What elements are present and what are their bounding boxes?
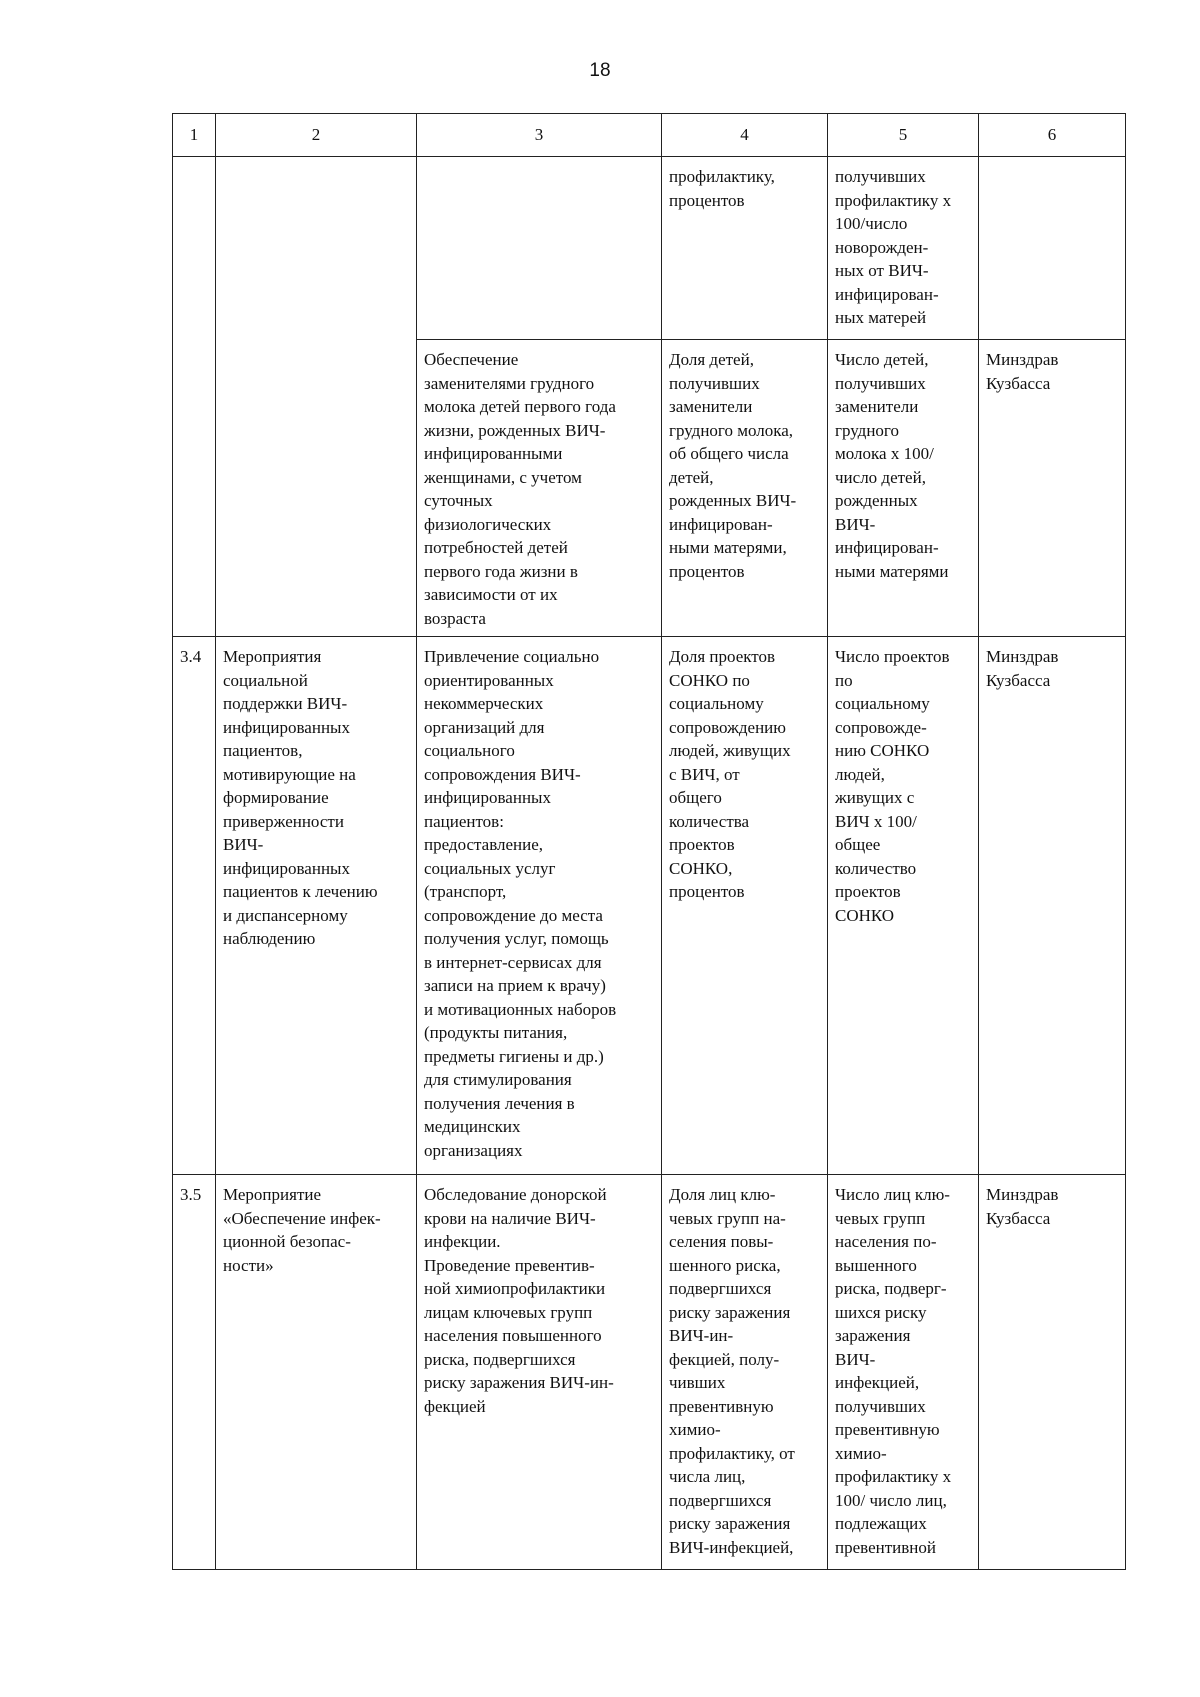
row-number-cell: [173, 157, 216, 637]
executor-cell: [979, 157, 1126, 340]
table-row: [173, 1175, 1126, 1570]
header-cell-5: 5: [828, 114, 979, 157]
program-table: [172, 113, 1126, 1570]
event-cell: [216, 157, 417, 637]
table-row: [173, 157, 1126, 340]
header-row: [173, 114, 1126, 157]
event-cell: Мероприятия социальной поддержки ВИЧ- инфицированных пациентов, мотивирующие на формирование приверженности ВИЧ- инфицированных пациентов к лечению и диспансерному наблюдению: [216, 637, 417, 1175]
formula-cell: Число детей, получивших заменители грудного молока х 100/ число детей, рожденных ВИЧ- инфицирован- ными матерями: [828, 340, 979, 637]
formula-cell: Число проектов по социальному сопровожде- нию СОНКО людей, живущих с ВИЧ х 100/ общее количество проектов СОНКО: [828, 637, 979, 1175]
header-cell-4: 4: [662, 114, 828, 157]
event-cell: Мероприятие «Обеспечение инфек- ционной безопас- ности»: [216, 1175, 417, 1570]
indicator-cell: профилактику, процентов: [662, 157, 828, 340]
formula-cell: Число лиц клю- чевых групп населения по- вышенного риска, подверг- шихся риску заражения ВИЧ- инфекцией, получивших превентивную химио- профилактику х 100/ число лиц, подлежащих превентивной: [828, 1175, 979, 1570]
header-cell-3: 3: [417, 114, 662, 157]
activity-cell: Обследование донорской крови на наличие ВИЧ- инфекции. Проведение превентив- ной химиопрофилактики лицам ключевых групп населения повышенного риска, подвергшихся риску заражения ВИЧ-ин- фекцией: [417, 1175, 662, 1570]
executor-cell: Минздрав Кузбасса: [979, 637, 1126, 1175]
activity-cell: Обеспечение заменителями грудного молока детей первого года жизни, рожденных ВИЧ- инфицированными женщинами, с учетом суточных физиологических потребностей детей первого года жизни в зависимости от их возраста: [417, 340, 662, 637]
table-row: [173, 637, 1126, 1175]
header-cell-1: 1: [173, 114, 216, 157]
indicator-cell: Доля лиц клю- чевых групп на- селения повы- шенного риска, подвергшихся риску заражения ВИЧ-ин- фекцией, полу- чивших превентивную химио- профилактику, от числа лиц, подвергшихся риску заражения ВИЧ-инфекцией,: [662, 1175, 828, 1570]
executor-cell: Минздрав Кузбасса: [979, 340, 1126, 637]
formula-cell: получивших профилактику х 100/число новорожден- ных от ВИЧ- инфицирован- ных матерей: [828, 157, 979, 340]
executor-cell: Минздрав Кузбасса: [979, 1175, 1126, 1570]
indicator-cell: Доля детей, получивших заменители грудного молока, об общего числа детей, рожденных ВИЧ- инфицирован- ными матерями, процентов: [662, 340, 828, 637]
row-number-cell: 3.5: [173, 1175, 216, 1570]
activity-cell: Привлечение социально ориентированных некоммерческих организаций для социального сопровождения ВИЧ- инфицированных пациентов: предоставление, социальных услуг (транспорт, сопровождение до места получения услуг, помощь в интернет-сервисах для записи на прием к врачу) и мотивационных наборов (продукты питания, предметы гигиены и др.) для стимулирования получения лечения в медицинских организациях: [417, 637, 662, 1175]
activity-cell: [417, 157, 662, 340]
header-cell-2: 2: [216, 114, 417, 157]
page-number: 18: [589, 60, 611, 81]
row-number-cell: 3.4: [173, 637, 216, 1175]
indicator-cell: Доля проектов СОНКО по социальному сопровождению людей, живущих с ВИЧ, от общего количества проектов СОНКО, процентов: [662, 637, 828, 1175]
header-cell-6: 6: [979, 114, 1126, 157]
